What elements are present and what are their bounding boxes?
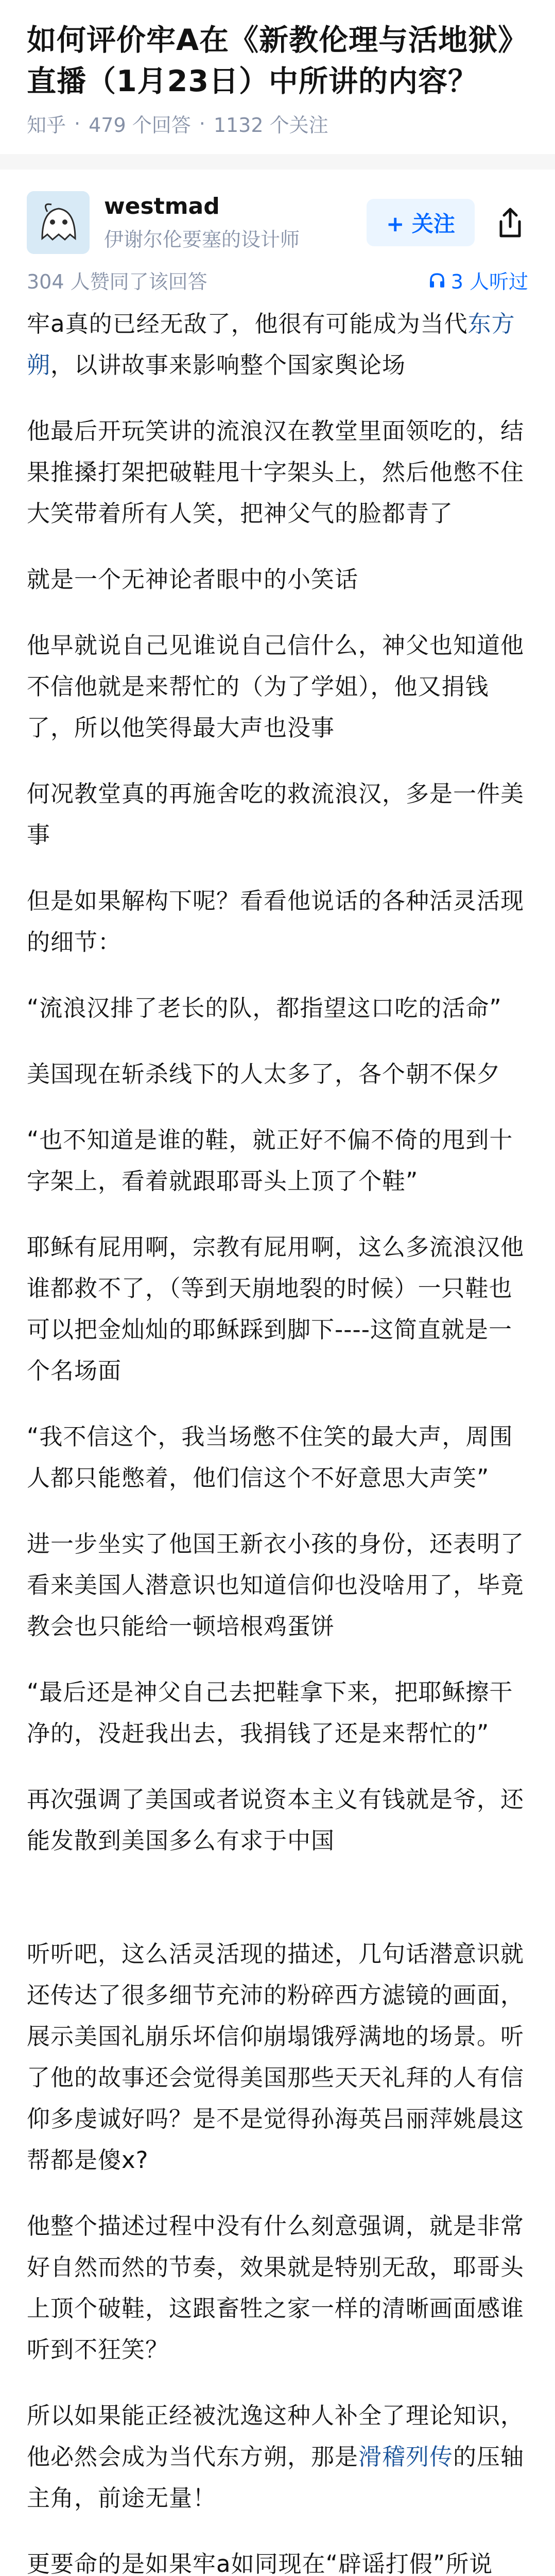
answer-paragraph — [27, 559, 528, 600]
answer-paragraph — [27, 411, 528, 534]
paragraph-text: “最后还是神父自己去把鞋拿下来，把耶稣擦干净的，没赶我出去，我捐钱了还是来帮忙的” — [27, 1679, 513, 1747]
answer-paragraph — [27, 1054, 528, 1095]
answer-paragraph — [27, 2206, 528, 2370]
answer-paragraph — [27, 1934, 528, 2181]
answer-paragraph — [27, 303, 528, 386]
inline-keyword-link[interactable]: 滑稽列传 — [358, 2443, 454, 2470]
question-header — [0, 0, 555, 138]
paragraph-text: ，以讲故事来影响整个国家舆论场 — [50, 351, 406, 379]
follow-button[interactable]: + 关注 — [367, 199, 475, 246]
author-bio: 伊谢尔伦要塞的设计师 — [104, 228, 300, 251]
listen-count: 3 人听过 — [450, 270, 528, 293]
author-info — [104, 193, 367, 252]
question-meta — [27, 109, 528, 138]
site-name[interactable]: 知乎 — [27, 114, 66, 137]
answer-paragraph — [27, 1672, 528, 1754]
paragraph-text: 就是一个无神论者眼中的小笑话 — [27, 566, 359, 593]
answer-paragraph — [27, 1416, 528, 1499]
agree-count[interactable]: 304 人赞同了该回答 — [27, 270, 207, 293]
paragraph-text: 进一步坐实了他国王新衣小孩的身份，还表明了看来美国人潜意识也知道信仰也没啥用了，毕竟教会也只能给一顿培根鸡蛋饼 — [27, 1530, 525, 1640]
paragraph-text: 耶稣有屁用啊，宗教有屁用啊，这么多流浪汉他谁都救不了，（等到天崩地裂的时候）一只鞋也可以把金灿灿的耶稣踩到脚下----这简直就是一个名场面 — [27, 1233, 525, 1384]
answer-paragraph — [27, 1779, 528, 1861]
paragraph-text: “也不知道是谁的鞋，就正好不偏不倚的甩到十字架上，看着就跟耶哥头上顶了个鞋” — [27, 1126, 513, 1195]
answer-paragraph — [27, 1523, 528, 1647]
listen-count-link[interactable] — [428, 266, 528, 294]
answer-paragraph — [27, 1120, 528, 1202]
answer-paragraph — [27, 880, 528, 963]
paragraph-text: 的压轴主角，前途无量！ — [27, 2443, 525, 2512]
answer-paragraph — [27, 1227, 528, 1392]
author-bar — [0, 170, 555, 255]
paragraph-text: 所以如果能正经被沈逸这种人补全了理论知识，他必然会成为当代东方朔，那是 — [27, 2402, 525, 2470]
answers-count[interactable]: 479 个回答 — [89, 114, 191, 137]
followers-count[interactable]: 1132 个关注 — [213, 114, 328, 137]
avatar[interactable] — [27, 191, 90, 254]
paragraph-text: “我不信这个，我当场憋不住笑的最大声，周围人都只能憋着，他们信这个不好意思大声笑” — [27, 1423, 513, 1492]
paragraph-text: 他整个描述过程中没有什么刻意强调，就是非常好自然而然的节奏，效果就是特别无敌，耶哥头上顶个破鞋，这跟畜牲之家一样的清晰画面感谁听到不狂笑？ — [27, 2212, 525, 2363]
answer-paragraph — [27, 773, 528, 856]
share-icon[interactable] — [492, 199, 528, 246]
paragraph-text: 更要命的是如果牢a如同现在“辟谣打假”所说 — [27, 2550, 493, 2576]
answer-paragraph — [27, 988, 528, 1029]
author-name[interactable]: westmad — [104, 193, 220, 219]
paragraph-text: 他最后开玩笑讲的流浪汉在教堂里面领吃的，结果推搡打架把破鞋甩十字架头上，然后他憋不住大笑带着所有人笑，把神父气的脸都青了 — [27, 417, 525, 527]
avatar-ghost-icon — [27, 191, 90, 254]
paragraph-text: 他早就说自己见谁说自己信什么，神父也知道他不信他就是来帮忙的（为了学姐），他又捐钱了，所以他笑得最大声也没事 — [27, 632, 525, 741]
paragraph-text: 但是如果解构下呢？看看他说话的各种活灵活现的细节： — [27, 887, 525, 956]
answer-paragraph — [27, 2395, 528, 2519]
paragraph-text: 牢a真的已经无敌了，他很有可能成为当代 — [27, 310, 468, 337]
headphones-icon — [428, 272, 446, 289]
paragraph-text: “流浪汉排了老长的队，都指望这口吃的活命” — [27, 994, 502, 1022]
question-title[interactable]: 如何评价牢A在《新教伦理与活地狱》直播（1月23日）中所讲的内容？ — [27, 23, 528, 98]
paragraph-text: 听听吧，这么活灵活现的描述，几句话潜意识就还传达了很多细节充沛的粉碎西方滤镜的画面，展示美国礼崩乐坏信仰崩塌饿殍满地的场景。听了他的故事还会觉得美国那些天天礼拜的人有信仰多虔诚好吗？是不是觉得孙海英吕丽萍姚晨这帮都是傻x? — [27, 1940, 525, 2174]
paragraph-text: 何况教堂真的再施舍吃的救流浪汉，多是一件美事 — [27, 780, 525, 849]
answer-paragraph — [27, 2544, 528, 2576]
meta-separator: · — [199, 112, 205, 135]
answer-content — [0, 294, 555, 2576]
paragraph-text: 再次强调了美国或者说资本主义有钱就是爷，还能发散到美国多么有求于中国 — [27, 1786, 525, 1854]
answer-paragraph — [27, 625, 528, 749]
inline-keyword-link[interactable]: 东方朔 — [27, 310, 515, 379]
answer-stats — [0, 255, 555, 294]
paragraph-text: 美国现在斩杀线下的人太多了，各个朝不保夕 — [27, 1060, 501, 1088]
meta-separator: · — [74, 112, 81, 135]
section-divider — [0, 154, 555, 170]
